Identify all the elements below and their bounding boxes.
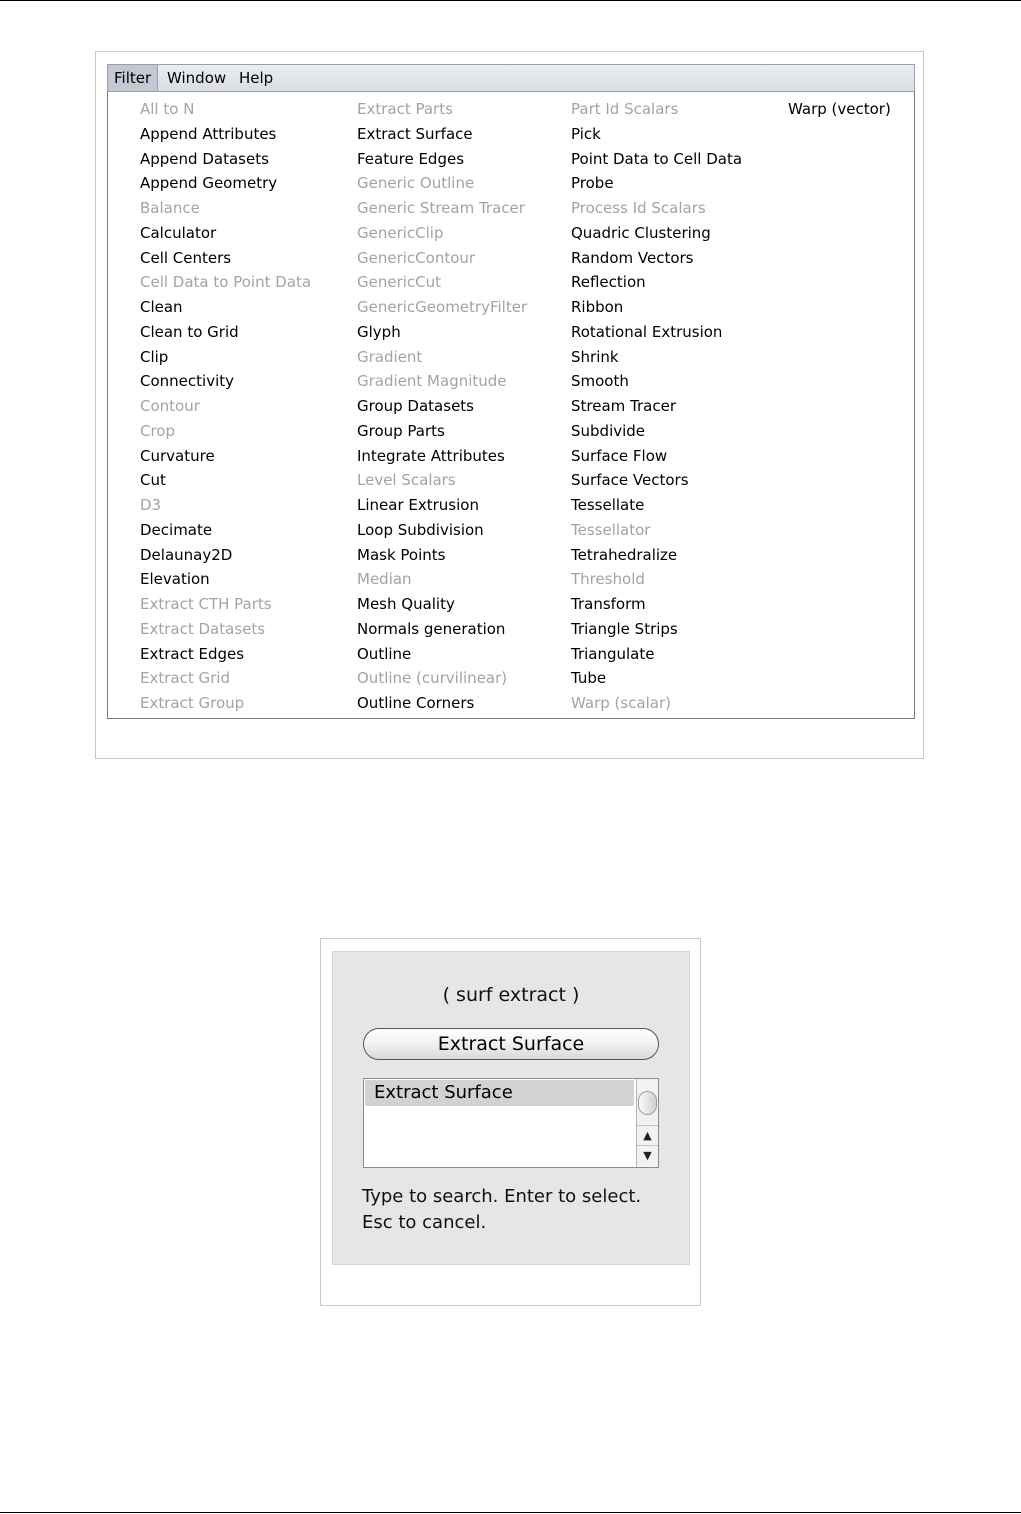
list-item[interactable]: Extract Surface — [365, 1080, 634, 1106]
menu-item[interactable]: Extract Datasets — [140, 619, 266, 638]
results-scrollbar[interactable] — [636, 1079, 658, 1167]
menu-item[interactable]: Contour — [140, 397, 200, 415]
menu-item[interactable]: Crop — [140, 421, 176, 440]
menu-help[interactable]: Help — [239, 69, 274, 87]
menu-item[interactable]: Generic Stream Tracer — [357, 199, 525, 217]
menu-column-3 — [571, 97, 742, 716]
menu-item[interactable]: GenericGeometryFilter — [357, 298, 528, 316]
menu-item[interactable]: Part Id Scalars — [571, 100, 679, 118]
top-rule — [0, 0, 1021, 1]
menu-item[interactable]: Extract Edges — [140, 644, 245, 663]
filter-dropdown — [107, 92, 915, 719]
menu-filter[interactable]: Filter — [108, 65, 158, 91]
menu-item[interactable]: Cell Centers — [140, 248, 232, 267]
quick-launch-dialog — [332, 951, 690, 1265]
menu-item[interactable]: Decimate — [140, 520, 213, 539]
menu-item[interactable]: Stream Tracer — [571, 397, 676, 415]
menu-item[interactable]: Gradient Magnitude — [357, 372, 507, 391]
menu-item[interactable]: Clip — [140, 347, 169, 366]
results-list[interactable] — [363, 1078, 659, 1168]
menu-item[interactable]: Extract CTH Parts — [140, 595, 272, 613]
search-query: ( surf extract ) — [442, 984, 580, 1006]
menu-item[interactable]: Shrink — [571, 347, 619, 366]
menu-item[interactable]: Loop Subdivision — [357, 520, 484, 539]
menu-item[interactable]: Append Datasets — [140, 149, 269, 168]
menu-item[interactable]: Connectivity — [140, 372, 234, 391]
menu-item[interactable]: Process Id Scalars — [571, 199, 706, 217]
hint-text — [362, 1184, 672, 1236]
menu-item[interactable]: Mesh Quality — [357, 595, 455, 613]
scroll-up-arrow-icon[interactable]: ▲ — [637, 1125, 658, 1145]
menu-item[interactable]: Outline Corners — [357, 694, 475, 712]
menu-item[interactable]: Integrate Attributes — [357, 446, 505, 465]
menu-item[interactable]: Triangle Strips — [571, 619, 678, 638]
menu-item[interactable]: Mask Points — [357, 545, 446, 564]
menu-item[interactable]: Group Parts — [357, 421, 445, 440]
menu-item[interactable]: Extract Group — [140, 694, 245, 712]
menu-item[interactable]: Surface Vectors — [571, 471, 689, 490]
menu-item[interactable]: Cell Data to Point Data — [140, 273, 312, 292]
menu-item[interactable]: Rotational Extrusion — [571, 322, 723, 341]
menu-item[interactable]: Append Geometry — [140, 174, 278, 193]
filter-menu-figure — [95, 51, 924, 759]
menu-item[interactable]: Feature Edges — [357, 149, 465, 168]
menu-item[interactable]: Tessellate — [571, 496, 645, 514]
menu-column-1 — [140, 97, 311, 716]
menu-item[interactable]: Warp (scalar) — [571, 694, 672, 712]
menu-item[interactable]: Point Data to Cell Data — [571, 149, 743, 168]
menu-item[interactable]: Extract Parts — [357, 100, 453, 118]
menu-item[interactable]: Transform — [571, 595, 646, 613]
menu-item[interactable]: Gradient — [357, 347, 423, 366]
menu-item[interactable]: Threshold — [571, 570, 645, 589]
menu-item[interactable]: GenericClip — [357, 223, 444, 242]
menu-item[interactable]: Pick — [571, 124, 601, 143]
menu-item[interactable]: Subdivide — [571, 421, 646, 440]
menu-item[interactable]: Append Attributes — [140, 124, 277, 143]
menu-item[interactable]: Median — [357, 570, 412, 589]
menu-item[interactable]: Delaunay2D — [140, 545, 233, 564]
menu-item[interactable]: Surface Flow — [571, 446, 668, 465]
menu-item[interactable]: GenericContour — [357, 248, 476, 267]
menu-item[interactable]: Quadric Clustering — [571, 223, 711, 242]
menu-item[interactable]: Outline — [357, 644, 412, 663]
menu-item[interactable]: Outline (curvilinear) — [357, 669, 508, 688]
menu-item[interactable]: Ribbon — [571, 298, 624, 316]
menu-item[interactable]: Tetrahedralize — [571, 545, 678, 564]
menu-item[interactable]: Warp (vector) — [788, 100, 891, 118]
menu-item[interactable]: Glyph — [357, 322, 401, 341]
menu-item[interactable]: Extract Surface — [357, 124, 473, 143]
menu-item[interactable]: Cut — [140, 471, 166, 490]
menu-window[interactable]: Window — [167, 69, 227, 87]
menu-item[interactable]: Tessellator — [571, 520, 651, 539]
menu-item[interactable]: Clean — [140, 298, 183, 316]
menu-item[interactable]: Tube — [571, 669, 607, 688]
menu-item[interactable]: Generic Outline — [357, 174, 475, 193]
menu-item[interactable]: D3 — [140, 496, 162, 514]
menu-item[interactable]: Probe — [571, 174, 614, 193]
scroll-down-arrow-icon[interactable]: ▼ — [637, 1145, 658, 1165]
quick-launch-figure — [320, 938, 701, 1306]
hint-line-2: Esc to cancel. — [362, 1212, 487, 1233]
match-button[interactable]: Extract Surface — [363, 1028, 659, 1060]
menu-bar — [107, 64, 915, 92]
menu-item[interactable]: Reflection — [571, 273, 646, 292]
menu-item[interactable]: GenericCut — [357, 273, 442, 292]
menu-item[interactable]: Clean to Grid — [140, 322, 239, 341]
bottom-rule — [0, 1512, 1021, 1513]
scroll-thumb[interactable] — [638, 1091, 657, 1115]
menu-item[interactable]: Triangulate — [571, 644, 655, 663]
menu-item[interactable]: Balance — [140, 199, 200, 217]
hint-line-1: Type to search. Enter to select. — [362, 1186, 642, 1207]
menu-item[interactable]: Normals generation — [357, 619, 506, 638]
menu-item[interactable]: Linear Extrusion — [357, 496, 479, 514]
menu-item[interactable]: Elevation — [140, 570, 210, 589]
menu-item[interactable]: Random Vectors — [571, 248, 694, 267]
menu-item[interactable]: Smooth — [571, 372, 629, 391]
menu-item[interactable]: Group Datasets — [357, 397, 474, 415]
menu-column-2 — [357, 97, 527, 716]
menu-item[interactable]: Level Scalars — [357, 471, 456, 490]
menu-item[interactable]: Extract Grid — [140, 669, 230, 688]
menu-column-4 — [788, 97, 891, 122]
menu-item[interactable]: Calculator — [140, 223, 217, 242]
menu-item[interactable]: Curvature — [140, 446, 215, 465]
menu-item[interactable]: All to N — [140, 100, 195, 118]
